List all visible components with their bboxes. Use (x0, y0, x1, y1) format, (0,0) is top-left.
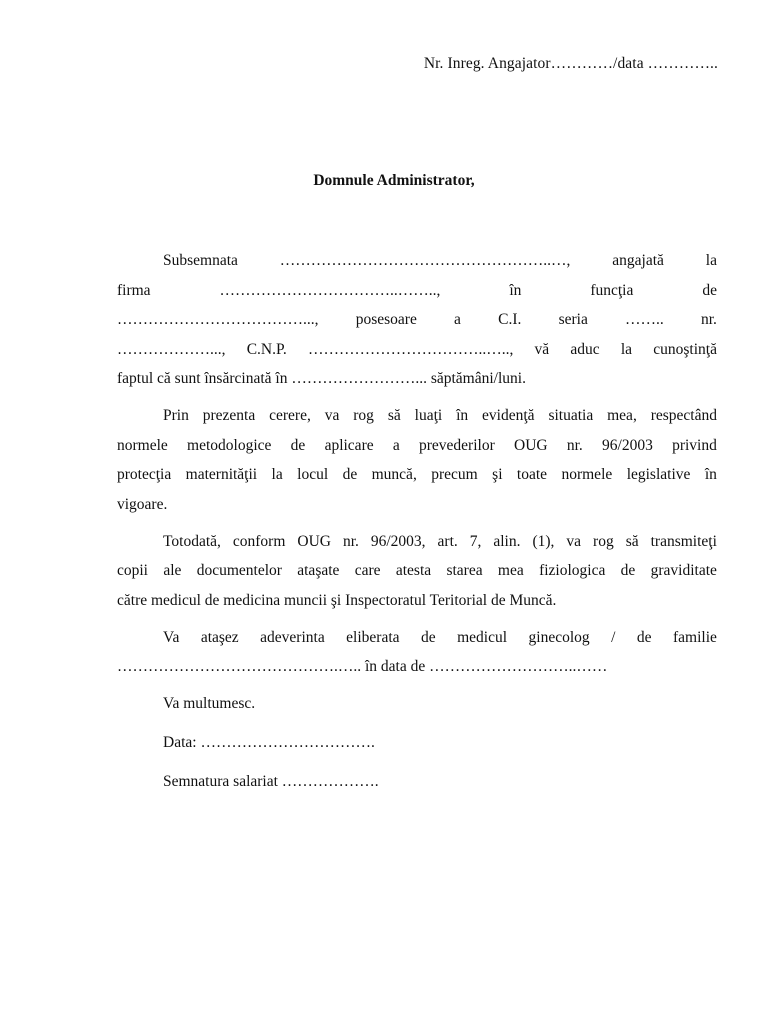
word: să (387, 407, 401, 424)
text-line (117, 335, 717, 365)
word: aduc (570, 340, 600, 358)
word: ale (163, 562, 182, 579)
word: în (456, 407, 469, 424)
word: (1), (532, 532, 555, 550)
text-line (117, 246, 717, 276)
word: de (290, 436, 306, 454)
word: evidenţă (482, 407, 535, 424)
word: nr. (342, 532, 359, 550)
word: protecţia (117, 466, 172, 483)
text-line (117, 556, 717, 586)
word: toate (516, 466, 548, 483)
text-line (117, 276, 717, 306)
text-line: …………………………………….….. în data de ………………………..…… (117, 658, 608, 675)
date-field: Data: ……………………………. (163, 734, 375, 751)
word: seria (558, 311, 588, 328)
word: nr. (701, 311, 717, 328)
word: graviditate (650, 562, 717, 579)
word: şi (492, 466, 503, 483)
word: adeverinta (260, 628, 325, 646)
word: copii (117, 562, 148, 579)
paragraph-transmission (117, 527, 717, 616)
word: privind (672, 436, 717, 454)
word: de (342, 466, 358, 483)
text-line: către medicul de medicina muncii şi Inspectoratul Teritorial de Muncă. (117, 591, 557, 609)
word: ……………………………………………..…, (279, 252, 571, 269)
word: muncă, (371, 466, 417, 483)
word: documentelor (196, 562, 282, 579)
word: ataşate (297, 562, 340, 579)
word: în (509, 281, 522, 299)
word: prevederilor (419, 436, 495, 454)
text-line (117, 623, 717, 653)
word: locul (297, 466, 329, 483)
word: cerere, (269, 407, 311, 424)
word: ginecolog (528, 628, 590, 646)
text-line (117, 460, 717, 490)
word: a (454, 311, 461, 328)
word: rog (593, 532, 614, 550)
word: starea (446, 562, 483, 579)
paragraph-declaration (117, 246, 717, 394)
paragraph-attachment (117, 623, 717, 682)
word: a (392, 436, 400, 454)
word: ………………………………..., (117, 311, 319, 328)
word: firma (117, 281, 151, 299)
word: la (620, 340, 633, 358)
word: funcţia (590, 281, 634, 299)
registration-number-line: Nr. Inreg. Angajator…………/data ………….. (423, 55, 718, 72)
word: OUG (514, 436, 548, 454)
paragraph-request (117, 401, 717, 519)
word: de (620, 562, 636, 579)
word: în (704, 466, 717, 483)
word: atesta (395, 562, 432, 579)
word: ……………………………..….., (307, 340, 514, 358)
word: familie (673, 628, 717, 646)
text-line (117, 401, 717, 431)
word: vă (534, 340, 550, 358)
word: de (636, 628, 652, 646)
word: medicul (457, 628, 508, 646)
signature-field: Semnatura salariat ………………. (163, 773, 379, 790)
word: care (354, 562, 381, 579)
word: va (324, 407, 340, 424)
word: fiziologica (539, 562, 606, 579)
text-line (117, 527, 717, 557)
word: ………………..., (117, 340, 226, 358)
word: alin. (493, 532, 521, 550)
word: situatia (548, 407, 594, 424)
word: luaţi (414, 407, 443, 424)
word: 7, (469, 532, 482, 550)
word: de (421, 628, 436, 646)
word: ……………………………..…….., (219, 281, 441, 299)
word: ataşez (200, 628, 239, 646)
word: legislative (626, 466, 691, 483)
word: cunoştinţă (653, 340, 717, 358)
word: Prin (163, 407, 189, 424)
word: OUG (297, 532, 331, 550)
word: aplicare (324, 436, 374, 454)
word: 96/2003, (370, 532, 426, 550)
word: rog (353, 407, 374, 424)
word: 96/2003 (602, 436, 653, 454)
word: respectând (650, 407, 717, 424)
word: posesoare (355, 311, 417, 328)
word: precum (431, 466, 478, 483)
document-body (117, 246, 717, 806)
text-line (117, 305, 717, 335)
document-title: Domnule Administrator, (313, 172, 475, 189)
text-line (117, 431, 717, 461)
word: angajată (612, 252, 664, 269)
word: maternităţii (185, 466, 258, 483)
word: la (705, 252, 717, 269)
word: art. (437, 532, 458, 550)
word: normele (561, 466, 613, 483)
word: C.N.P. (246, 340, 287, 358)
word: Subsemnata (163, 252, 238, 269)
closing-thanks: Va multumesc. (163, 695, 256, 712)
word: să (625, 532, 639, 550)
text-line: faptul că sunt însărcinată în ……………………... săptămâni/luni. (117, 370, 526, 387)
word: mea (497, 562, 524, 579)
word: va (566, 532, 582, 550)
word: mea, (607, 407, 637, 424)
word: la (271, 466, 283, 483)
word: …….. (625, 311, 664, 328)
word: eliberata (346, 628, 400, 646)
text-line: vigoare. (117, 495, 168, 513)
word: / (611, 628, 616, 646)
word: normele (117, 436, 168, 454)
word: metodologice (187, 436, 272, 454)
word: de (702, 281, 717, 299)
word: C.I. (498, 311, 522, 328)
word: Totodată, (163, 532, 221, 550)
word: transmiteţi (650, 532, 717, 550)
word: Va (163, 628, 180, 646)
word: conform (232, 532, 286, 550)
word: prezenta (202, 407, 256, 424)
word: nr. (566, 436, 583, 454)
